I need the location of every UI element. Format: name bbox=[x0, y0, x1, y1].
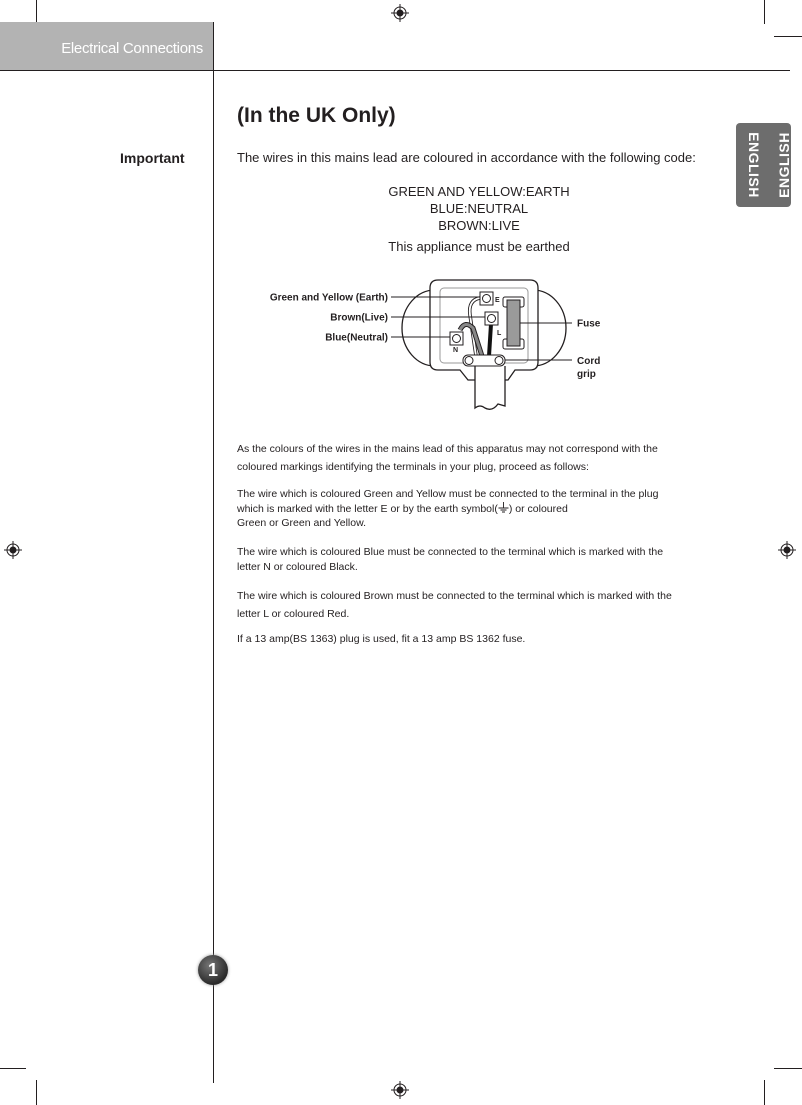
text-segment: ) or coloured bbox=[508, 502, 568, 515]
column-divider bbox=[213, 22, 214, 1083]
intro-text: The wires in this mains lead are coloured in accordance with the following code: bbox=[237, 150, 696, 165]
crop-mark bbox=[774, 36, 802, 37]
text-line: The wire which is coloured Brown must be connected to the terminal which is marked with the bbox=[237, 590, 672, 602]
registration-mark-icon bbox=[391, 1081, 409, 1099]
instruction-paragraph bbox=[237, 589, 672, 622]
language-label: ENGLISH bbox=[775, 132, 792, 198]
text-line: coloured markings identifying the terminals in your plug, proceed as follows: bbox=[237, 461, 589, 473]
header-divider bbox=[0, 70, 790, 71]
cord bbox=[475, 366, 505, 409]
plug-wiring-diagram bbox=[230, 270, 630, 420]
page-number: 1 bbox=[198, 955, 228, 985]
text-line: letter N or coloured Black. bbox=[237, 561, 358, 573]
text-segment: which is marked with the letter E or by the earth symbol( bbox=[237, 502, 498, 515]
text-line: If a 13 amp(BS 1363) plug is used, fit a 13 amp BS 1362 fuse. bbox=[237, 633, 526, 645]
label-cord-grip-2: grip bbox=[577, 369, 596, 380]
registration-mark-icon bbox=[778, 541, 796, 559]
text-line: The wire which is coloured Blue must be connected to the terminal which is marked with the bbox=[237, 546, 664, 558]
text-line bbox=[237, 502, 658, 517]
instruction-paragraph bbox=[237, 487, 658, 531]
crop-mark bbox=[764, 0, 765, 24]
language-tab bbox=[736, 123, 791, 207]
side-label: Important bbox=[120, 150, 185, 166]
text-line: Green or Green and Yellow. bbox=[237, 517, 367, 529]
registration-mark-icon bbox=[4, 541, 22, 559]
label-live: Brown(Live) bbox=[330, 312, 388, 324]
registration-mark-icon bbox=[391, 4, 409, 22]
earthed-note: This appliance must be earthed bbox=[388, 239, 570, 254]
terminal-l-label: L bbox=[497, 330, 502, 337]
label-fuse: Fuse bbox=[577, 318, 601, 330]
crop-mark bbox=[36, 0, 37, 24]
language-label: ENGLISH bbox=[745, 132, 762, 198]
text-line: As the colours of the wires in the mains lead of this apparatus may not correspond with the bbox=[237, 443, 658, 455]
terminal-n-label: N bbox=[453, 347, 459, 354]
section-title: Electrical Connections bbox=[61, 40, 203, 57]
crop-mark bbox=[0, 1068, 26, 1069]
crop-mark bbox=[36, 1080, 37, 1105]
label-neutral: Blue(Neutral) bbox=[325, 332, 388, 344]
text-line: letter L or coloured Red. bbox=[237, 608, 350, 620]
label-cord-grip-1: Cord bbox=[577, 356, 601, 367]
code-line-neutral: BLUE:NEUTRAL bbox=[429, 201, 529, 216]
terminal-e-label: E bbox=[495, 297, 500, 304]
page-title: (In the UK Only) bbox=[237, 104, 396, 127]
crop-mark bbox=[764, 1080, 765, 1105]
fuse-icon bbox=[507, 300, 520, 346]
earth-symbol-icon bbox=[498, 503, 509, 515]
label-earth: Green and Yellow (Earth) bbox=[269, 292, 388, 304]
code-line-earth: GREEN AND YELLOW:EARTH bbox=[388, 184, 570, 199]
text-line: The wire which is coloured Green and Yellow must be connected to the terminal in the plug bbox=[237, 488, 659, 500]
instruction-paragraph bbox=[237, 545, 663, 575]
crop-mark bbox=[774, 1068, 802, 1069]
instruction-paragraph bbox=[237, 632, 525, 647]
code-line-live: BROWN:LIVE bbox=[438, 218, 520, 233]
live-wire bbox=[489, 324, 491, 356]
instruction-paragraph bbox=[237, 442, 658, 475]
